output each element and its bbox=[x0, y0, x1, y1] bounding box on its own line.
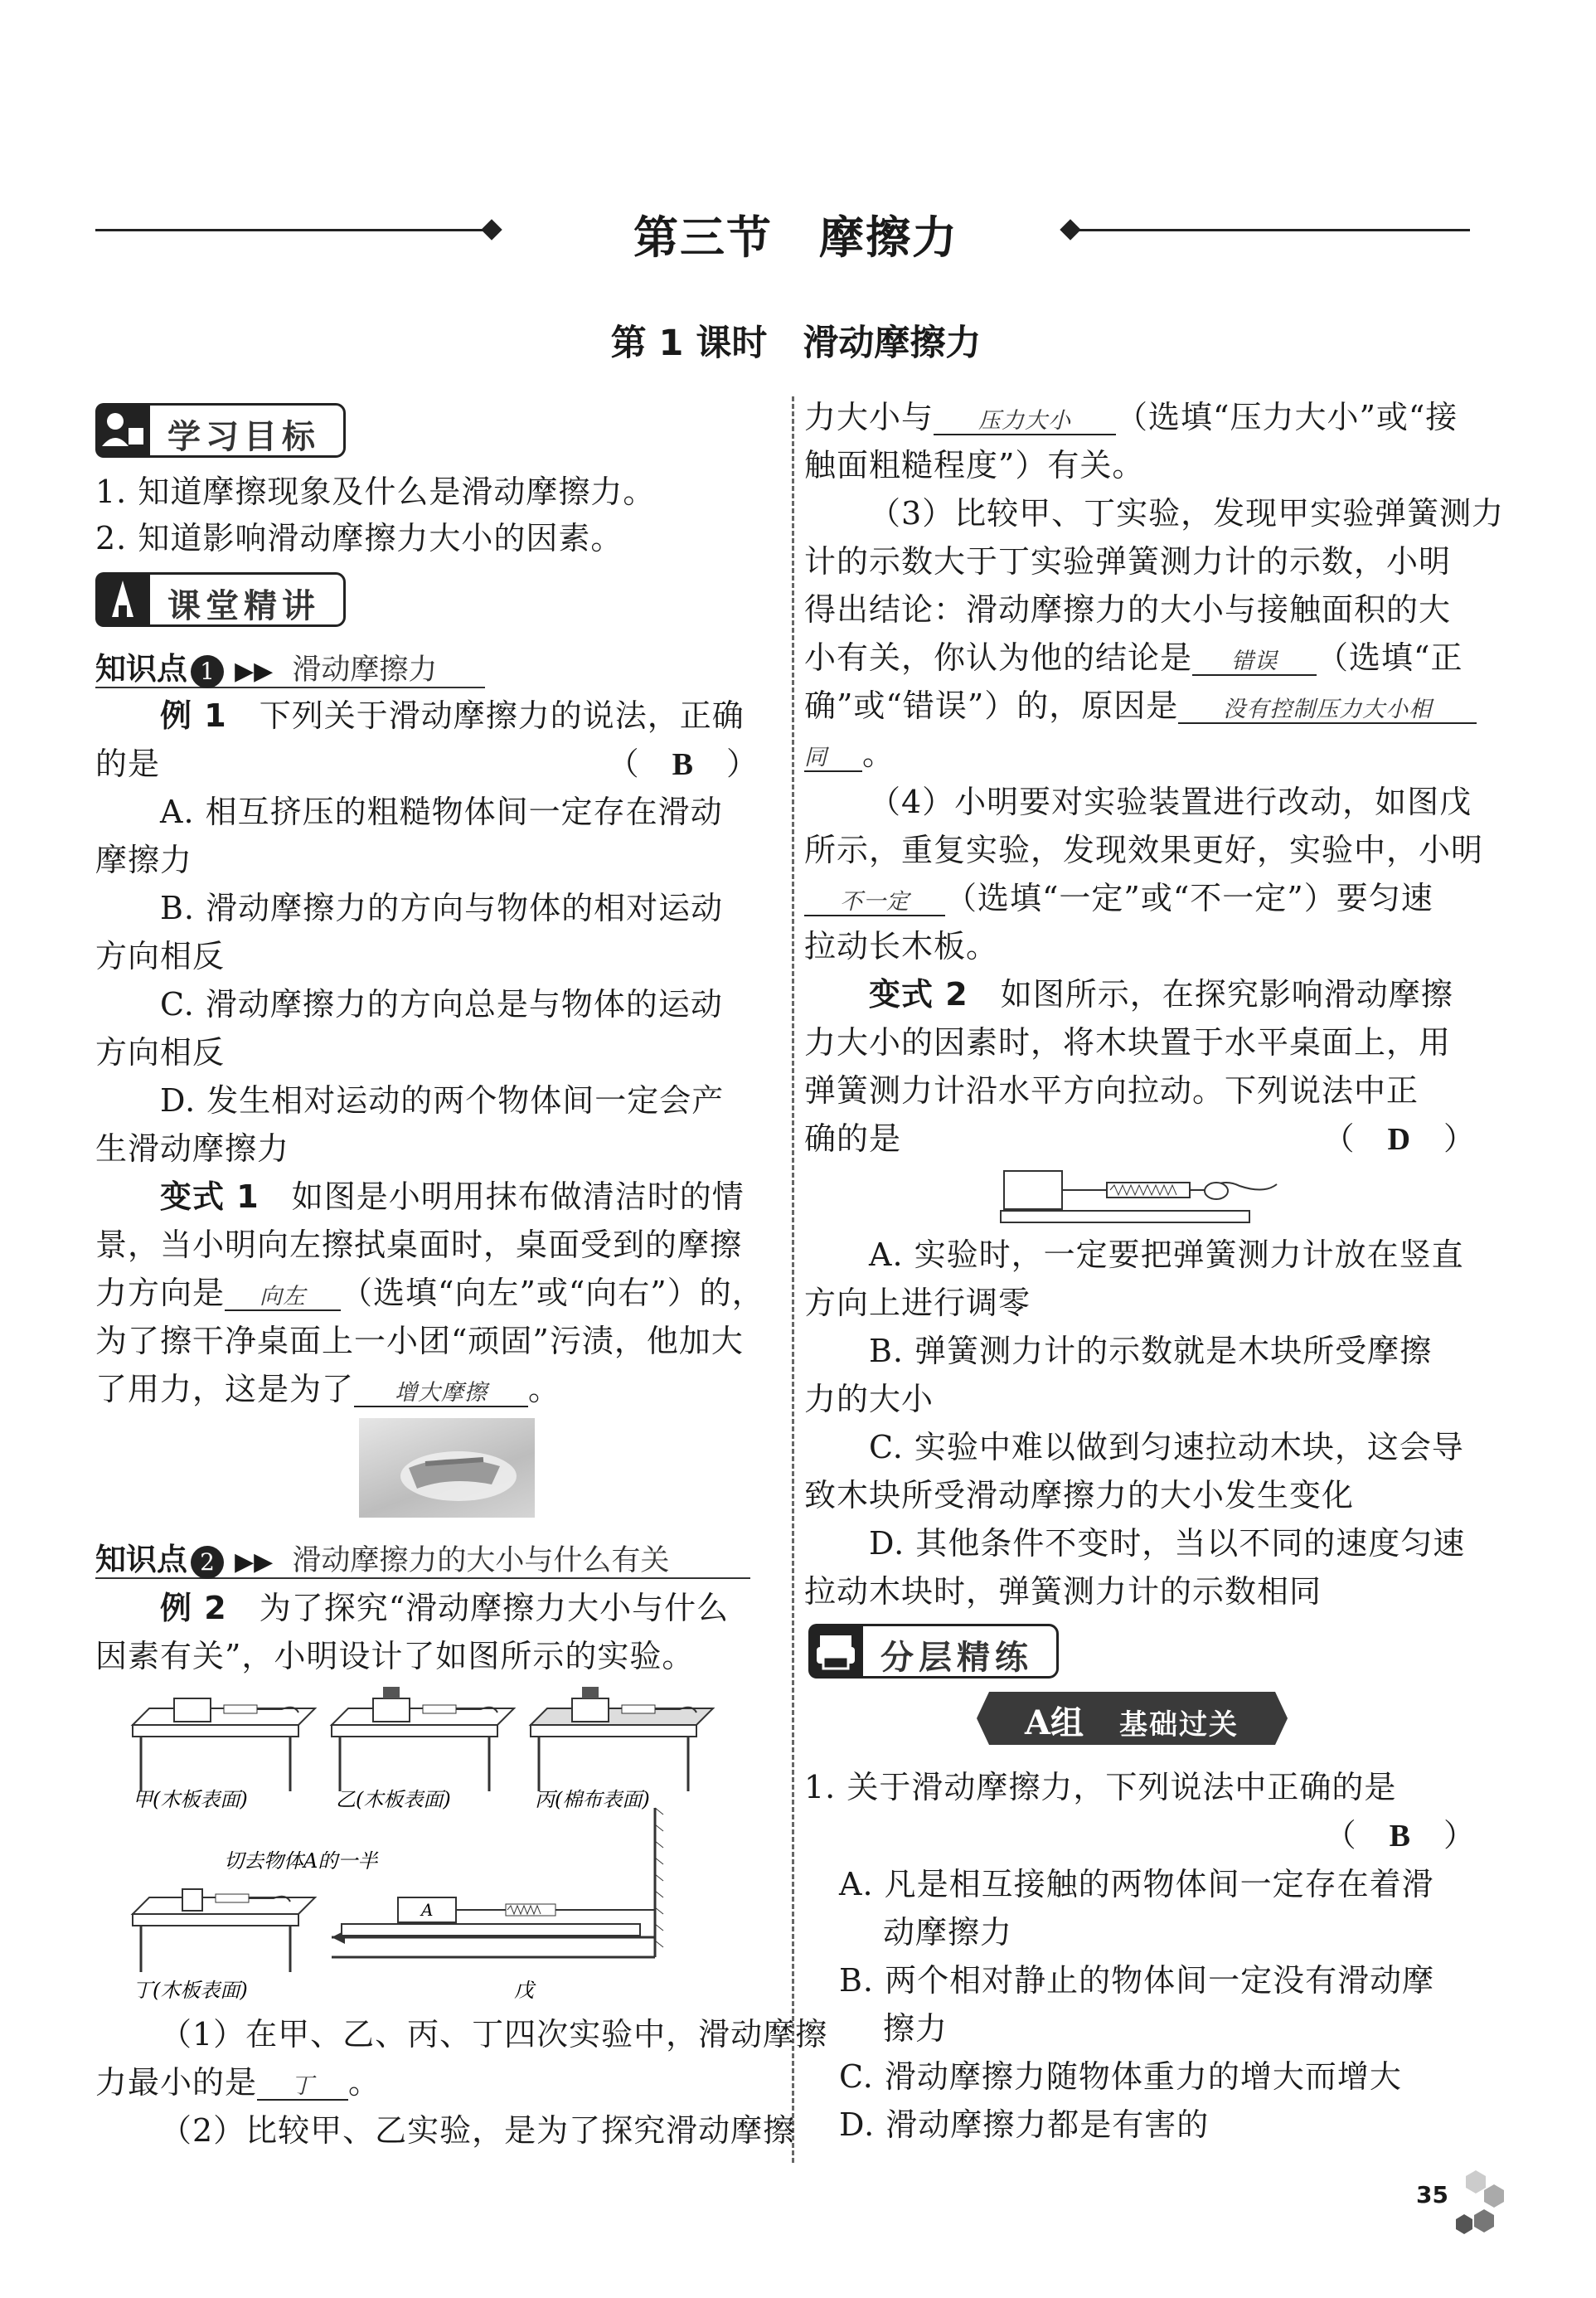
setup-bing bbox=[531, 1687, 713, 1791]
pencil-icon bbox=[95, 572, 150, 627]
lesson-title: 第 1 课时 滑动摩擦力 bbox=[610, 323, 982, 364]
kp1-label: 知识点 bbox=[95, 651, 187, 687]
ex1-option-d: D. 发生相对运动的两个物体间一定会产 bbox=[160, 1082, 725, 1119]
printer-icon bbox=[808, 1624, 863, 1679]
variant-1 bbox=[95, 1173, 764, 1413]
experiment-figures bbox=[124, 1683, 730, 2007]
caption-bing: 丙(棉布表面) bbox=[535, 1788, 650, 1811]
q1-option-b: B. 两个相对静止的物体间一定没有滑动摩 bbox=[839, 1962, 1435, 1999]
ex2-fill-1: 丁 bbox=[257, 2074, 348, 2101]
ex1-question-end: 的是 bbox=[95, 746, 161, 782]
v1-line-3a: 力方向是 bbox=[95, 1275, 226, 1311]
v2-line-2: 力大小的因素时，将木块置于水平桌面上，用 bbox=[804, 1024, 1452, 1061]
v1-line-5a: 了用力，这是为了 bbox=[95, 1371, 355, 1407]
q1-option-a: A. 凡是相互接触的两物体间一定存在着滑 bbox=[839, 1866, 1434, 1902]
double-arrow-icon: ▶▶ bbox=[235, 1547, 274, 1577]
ex2-p1a: （1）在甲、乙、丙、丁四次实验中，滑动摩擦 bbox=[160, 2016, 828, 2053]
ex2-p3e: （选填“正 bbox=[1317, 639, 1463, 676]
v2-answer-box: （ D ） bbox=[1322, 1120, 1476, 1157]
setup-wu bbox=[332, 1808, 663, 1957]
ex1-answer: B bbox=[672, 747, 694, 782]
kp1-name: 滑动摩擦力 bbox=[292, 653, 438, 687]
variant-2 bbox=[804, 970, 1476, 1163]
ex1-option-b: B. 滑动摩擦力的方向与物体的相对运动 bbox=[160, 890, 724, 926]
ex2-fill-3: 错误 bbox=[1192, 649, 1317, 676]
ex1-option-a-cont: 摩擦力 bbox=[95, 842, 193, 878]
ex2-line-1: 为了探究“滑动摩擦力大小与什么 bbox=[259, 1590, 730, 1626]
ex1-answer-box: （ B ） bbox=[607, 746, 759, 782]
spring-scale-figure bbox=[999, 1161, 1281, 1227]
ex2-p3d: 小有关，你认为他的结论是 bbox=[804, 639, 1193, 676]
v2-option-a-cont: 方向上进行调零 bbox=[804, 1285, 1031, 1321]
ex2-p2a: （2）比较甲、乙实验，是为了探究滑动摩擦 bbox=[160, 2112, 796, 2149]
ex2-tag: 例 2 bbox=[160, 1590, 227, 1626]
ex2-p4a: （4）小明要对实验装置进行改动，如图戊 bbox=[869, 784, 1472, 820]
kp2-number: 2 bbox=[191, 1546, 224, 1579]
kp2-name: 滑动摩擦力的大小与什么有关 bbox=[292, 1544, 670, 1577]
cleaning-photo bbox=[359, 1418, 535, 1518]
example-2-q-left bbox=[95, 2010, 828, 2155]
ex2-p4c: （选填“一定”或“不一定”）要匀速 bbox=[945, 880, 1433, 916]
double-arrow-icon: ▶▶ bbox=[235, 657, 274, 686]
v2-tag: 变式 2 bbox=[869, 976, 968, 1013]
caption-wu: 戊 bbox=[514, 1979, 534, 2002]
ex1-option-c-cont: 方向相反 bbox=[95, 1034, 226, 1071]
kp1-header bbox=[95, 644, 485, 688]
ex2-p3f: 确”或“错误”）的，原因是 bbox=[804, 687, 1179, 724]
v1-line-3b: （选填“向左”或“向右”）的， bbox=[341, 1275, 764, 1311]
column-divider bbox=[792, 396, 794, 2163]
ex2-p3c: 得出结论：滑动摩擦力的大小与接触面积的大 bbox=[804, 591, 1452, 628]
q1-option-b-cont: 擦力 bbox=[883, 2010, 948, 2047]
ex2-p1b: 力最小的是 bbox=[95, 2064, 258, 2101]
v1-line-5b: 。 bbox=[528, 1371, 561, 1407]
lecture-tag-label: 课堂精讲 bbox=[167, 587, 320, 625]
v1-fill-2: 增大摩擦 bbox=[354, 1381, 528, 1407]
kp2-label: 知识点 bbox=[95, 1542, 187, 1577]
example-2-stem bbox=[95, 1584, 759, 1680]
q1-answer: B bbox=[1389, 1819, 1411, 1853]
question-1 bbox=[804, 1763, 1476, 2149]
setup-yi bbox=[332, 1687, 514, 1791]
group-a-label: A组 bbox=[1025, 1703, 1084, 1742]
q1-answer-box: （ B ） bbox=[1324, 1817, 1476, 1853]
ex2-p2c: （选填“压力大小”或“接 bbox=[1116, 399, 1458, 435]
v2-option-c-cont: 致木块所受滑动摩擦力的大小发生变化 bbox=[804, 1477, 1355, 1513]
goal-1: 1. 知道摩擦现象及什么是滑动摩擦力。 bbox=[95, 474, 656, 510]
ex2-fill-5: 不一定 bbox=[804, 890, 945, 916]
ex1-option-b-cont: 方向相反 bbox=[95, 938, 226, 974]
v2-line-1: 如图所示，在探究影响滑动摩擦 bbox=[1000, 976, 1453, 1013]
goal-2: 2. 知道影响滑动摩擦力大小的因素。 bbox=[95, 520, 623, 556]
ex2-fill-4b: 同 bbox=[804, 746, 862, 772]
setup-jia bbox=[133, 1698, 315, 1791]
ex2-fill-2: 压力大小 bbox=[934, 409, 1116, 435]
v2-answer: D bbox=[1387, 1122, 1411, 1157]
ex1-tag: 例 1 bbox=[160, 697, 227, 734]
ex2-p3g: 。 bbox=[862, 736, 895, 772]
caption-ding: 丁(木板表面) bbox=[133, 1979, 248, 2002]
v2-option-d: D. 其他条件不变时，当以不同的速度匀速 bbox=[869, 1525, 1466, 1562]
ex2-p4b: 所示，重复实验，发现效果更好，实验中，小明 bbox=[804, 832, 1484, 868]
practice-tag bbox=[808, 1624, 1059, 1679]
example-1 bbox=[95, 692, 759, 1173]
v1-line-4: 为了擦干净桌面上一小团“顽固”污渍，他加大 bbox=[95, 1323, 744, 1359]
v1-line-2: 景，当小明向左擦拭桌面时，桌面受到的摩擦 bbox=[95, 1227, 743, 1263]
ex2-p1c: 。 bbox=[348, 2064, 381, 2101]
v2-option-b-cont: 力的大小 bbox=[804, 1381, 934, 1417]
kp2-header bbox=[95, 1534, 750, 1579]
v2-option-a: A. 实验时，一定要把弹簧测力计放在竖直 bbox=[869, 1236, 1464, 1273]
q1-stem: 1. 关于滑动摩擦力，下列说法中正确的是 bbox=[804, 1769, 1397, 1805]
setup-ding bbox=[133, 1889, 315, 1972]
ex2-p2d: 触面粗糙程度”）有关。 bbox=[804, 447, 1145, 483]
ex2-p4d: 拉动长木板。 bbox=[804, 928, 999, 964]
section-title: 第三节 摩擦力 bbox=[633, 211, 958, 264]
header-diamond-left bbox=[481, 219, 502, 240]
caption-yi: 乙(木板表面) bbox=[336, 1788, 451, 1811]
ex2-fill-4a: 没有控制压力大小相 bbox=[1178, 697, 1477, 724]
v2-option-b: B. 弹簧测力计的示数就是木块所受摩擦 bbox=[869, 1333, 1433, 1369]
variant-2-options bbox=[804, 1231, 1476, 1615]
q1-option-a-cont: 动摩擦力 bbox=[883, 1914, 1013, 1951]
v2-option-d-cont: 拉动木块时，弹簧测力计的示数相同 bbox=[804, 1573, 1322, 1610]
ex1-option-c: C. 滑动摩擦力的方向总是与物体的运动 bbox=[160, 986, 723, 1023]
block-label: A bbox=[421, 1900, 434, 1920]
q1-option-d: D. 滑动摩擦力都是有害的 bbox=[839, 2106, 1210, 2143]
lecture-tag bbox=[95, 572, 346, 627]
ex1-option-d-cont: 生滑动摩擦力 bbox=[95, 1130, 290, 1167]
ex2-p3b: 计的示数大于丁实验弹簧测力计的示数，小明 bbox=[804, 543, 1452, 580]
ex2-p3a: （3）比较甲、丁实验，发现甲实验弹簧测力 bbox=[869, 495, 1505, 532]
page-number: 35 bbox=[1416, 2181, 1448, 2208]
header-rule-left bbox=[95, 229, 493, 231]
ex1-option-a: A. 相互挤压的粗糙物体间一定存在滑动 bbox=[160, 794, 723, 830]
example-2-q-right bbox=[804, 393, 1505, 970]
ex2-p2b: 力大小与 bbox=[804, 399, 934, 435]
v1-fill-1: 向左 bbox=[225, 1285, 341, 1311]
ex2-line-2: 因素有关”，小明设计了如图所示的实验。 bbox=[95, 1638, 695, 1674]
goals-tag bbox=[95, 403, 346, 458]
v2-line-4: 确的是 bbox=[804, 1120, 902, 1157]
v2-option-c: C. 实验中难以做到匀速拉动木块，这会导 bbox=[869, 1429, 1464, 1465]
ex1-question: 下列关于滑动摩擦力的说法，正确 bbox=[259, 697, 745, 734]
header-rule-right bbox=[1074, 229, 1470, 231]
kp1-number: 1 bbox=[191, 655, 224, 688]
group-a-name: 基础过关 bbox=[1119, 1708, 1239, 1742]
group-a-banner bbox=[977, 1692, 1288, 1745]
goals-tag-label: 学习目标 bbox=[167, 418, 320, 456]
hexagon-decoration-icon bbox=[1443, 2166, 1517, 2241]
caption-cut: 切去物体A的一半 bbox=[224, 1849, 378, 1873]
practice-tag-label: 分层精练 bbox=[880, 1639, 1033, 1677]
v2-line-3: 弹簧测力计沿水平方向拉动。下列说法中正 bbox=[804, 1072, 1419, 1109]
v1-line-1: 如图是小明用抹布做清洁时的情 bbox=[291, 1178, 745, 1215]
q1-option-c: C. 滑动摩擦力随物体重力的增大而增大 bbox=[839, 2058, 1402, 2095]
student-icon bbox=[95, 403, 150, 458]
caption-jia: 甲(木板表面) bbox=[133, 1788, 248, 1811]
v1-tag: 变式 1 bbox=[160, 1178, 260, 1215]
